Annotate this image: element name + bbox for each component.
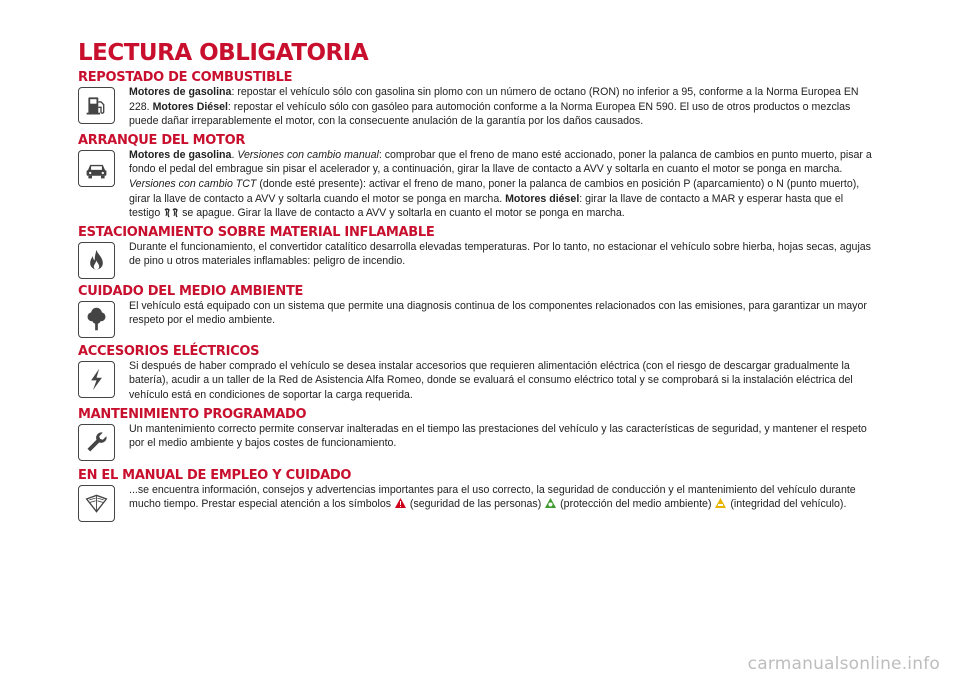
tree-icon bbox=[78, 301, 115, 338]
section-text: Si después de haber comprado el vehículo se desea instalar accesorios que requieren alimentación eléctrica (con el riesgo de descargar gradualmente la batería), acudir a un taller de la Red de Asistencia Alfa Romeo, donde se evaluará el consumo eléctrico total y se comprobará si la instalación eléctrica del vehículo está en condiciones de soportar la carga requerida. bbox=[129, 359, 853, 401]
section-title: ACCESORIOS ELÉCTRICOS bbox=[78, 343, 260, 359]
text-run: : comprobar que el freno de mano esté accionado, poner la palanca de cambios en punto muerto, pisar a fondo el pedal del embrague sin pisar el acelerador y, a continuación, girar la llave de contacto a AVV y soltarla en cuanto el motor se ponga en marcha. bbox=[129, 148, 872, 176]
section-title: CUIDADO DEL MEDIO AMBIENTE bbox=[78, 283, 304, 299]
section-text bbox=[129, 85, 875, 129]
watermark: carmanualsonline.info bbox=[747, 654, 940, 674]
section-title: EN EL MANUAL DE EMPLEO Y CUIDADO bbox=[78, 467, 352, 483]
flame-icon bbox=[78, 242, 115, 279]
text-run: (donde esté presente): activar el freno de mano, poner la palanca de cambios en posición P (aparcamiento) o N (punto muerto), girar la llave de contacto a AVV y soltarla cuando el motor se ponga en marcha. bbox=[129, 177, 860, 205]
text-run: : repostar el vehículo sólo con gasóleo para automoción conforme a la Norma Europea EN 590. El uso de otros productos o mezclas puede dañar irreparablemente el motor, con la consecuente anulación de la garantía por los daños causados. bbox=[129, 100, 851, 128]
section-text: Un mantenimiento correcto permite conservar inalteradas en el tiempo las prestaciones del vehículo y las características de seguridad, y mantener el respeto por el medio ambiente y bajos costes de funcionamiento. bbox=[129, 422, 867, 450]
section-manual bbox=[78, 468, 878, 522]
section-engine-start bbox=[78, 133, 878, 221]
text-run: (protección del medio ambiente) bbox=[557, 498, 715, 511]
section-environment bbox=[78, 284, 878, 338]
vehicle-triangle-icon bbox=[714, 497, 727, 509]
section-electrical bbox=[78, 344, 878, 403]
wrench-icon bbox=[78, 424, 115, 461]
text-bold: Motores de gasolina bbox=[129, 86, 232, 98]
section-text: Durante el funcionamiento, el convertidor catalítico desarrolla elevadas temperaturas. Por lo tanto, no estacionar el vehículo sobre hierba, hojas secas, agujas de pino u otros materiales inflamables: peligro de incendio. bbox=[129, 240, 871, 268]
section-parking bbox=[78, 225, 878, 279]
text-bold: Motores diésel bbox=[505, 192, 580, 205]
text-run: ...se encuentra información, consejos y advertencias importantes para el uso correcto, la seguridad de conducción y el mantenimiento del vehículo durante mucho tiempo. Prestar especial atención a los símbolos bbox=[129, 483, 856, 511]
environment-triangle-icon bbox=[544, 497, 557, 509]
document-page bbox=[78, 40, 878, 522]
text-run: (integridad del vehículo). bbox=[727, 498, 847, 511]
section-title: REPOSTADO DE COMBUSTIBLE bbox=[78, 70, 293, 85]
page-title: LECTURA OBLIGATORIA bbox=[78, 40, 369, 66]
section-maintenance bbox=[78, 407, 878, 461]
fuel-pump-icon bbox=[78, 87, 115, 124]
section-title: ESTACIONAMIENTO SOBRE MATERIAL INFLAMABLE bbox=[78, 224, 435, 240]
text-run: se apague. Girar la llave de contacto a AVV y soltarla en cuanto el motor se ponga en marcha. bbox=[179, 207, 625, 220]
glow-plug-icon bbox=[163, 208, 179, 218]
section-text: El vehículo está equipado con un sistema que permite una diagnosis continua de los componentes relacionados con las emisiones, para garantizar un mayor respeto por el medio ambiente. bbox=[129, 299, 867, 327]
text-run: : girar la llave de contacto a MAR y esperar hasta que el testigo bbox=[129, 192, 844, 220]
lightning-icon bbox=[78, 361, 115, 398]
text-run: . bbox=[231, 148, 238, 161]
section-title: ARRANQUE DEL MOTOR bbox=[78, 132, 246, 148]
section-refuel bbox=[78, 70, 878, 129]
section-title: MANTENIMIENTO PROGRAMADO bbox=[78, 406, 307, 422]
book-icon bbox=[78, 485, 115, 522]
text-run: (seguridad de las personas) bbox=[406, 498, 545, 511]
car-icon bbox=[78, 150, 115, 187]
text-run: : repostar el vehículo sólo con gasolina sin plomo con un número de octano (RON) no inferior a 95, conforme a la Norma Europea EN 228. bbox=[129, 86, 859, 113]
text-bold: Motores Diésel bbox=[152, 100, 228, 113]
warning-triangle-icon bbox=[394, 497, 407, 509]
section-text bbox=[129, 148, 875, 221]
text-italic: Versiones con cambio TCT bbox=[129, 177, 257, 190]
text-bold: Motores de gasolina bbox=[129, 148, 232, 161]
text-italic: Versiones con cambio manual bbox=[237, 148, 379, 161]
section-text bbox=[129, 483, 875, 512]
